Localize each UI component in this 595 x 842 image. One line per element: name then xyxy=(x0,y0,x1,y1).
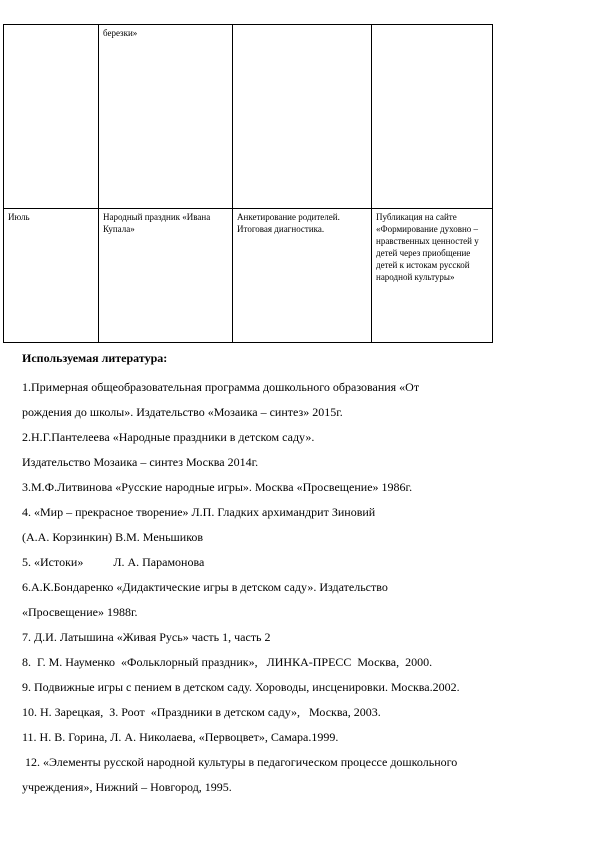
table-row xyxy=(4,25,493,209)
literature-line: 5. «Истоки» Л. А. Парамонова xyxy=(22,555,205,569)
table-row xyxy=(4,209,493,343)
table-cell-month: Июль xyxy=(4,209,99,343)
table-cell: березки» xyxy=(99,25,233,209)
literature-line: «Просвещение» 1988г. xyxy=(22,605,138,619)
literature-section xyxy=(22,348,542,795)
literature-line: (А.А. Корзинкин) В.М. Меньшиков xyxy=(22,530,204,544)
literature-line: 4. «Мир – прекрасное творение» Л.П. Гладких архимандрит Зиновий xyxy=(22,505,376,519)
literature-heading: Используемая литература: xyxy=(22,351,168,365)
table-cell xyxy=(233,25,372,209)
table-cell-parents: Анкетирование родителей. Итоговая диагностика. xyxy=(233,209,372,343)
literature-line: 3.М.Ф.Литвинова «Русские народные игры». Москва «Просвещение» 1986г. xyxy=(22,480,413,494)
table-cell xyxy=(4,25,99,209)
literature-line: учреждения», Нижний – Новгород, 1995. xyxy=(22,780,232,794)
literature-line: 12. «Элементы русской народной культуры в педагогическом процессе дошкольного xyxy=(22,755,458,769)
plan-table xyxy=(3,24,493,343)
literature-line: 8. Г. М. Науменко «Фольклорный праздник», ЛИНКА-ПРЕСС Москва, 2000. xyxy=(22,655,433,669)
literature-line: рождения до школы». Издательство «Мозаика – синтез» 2015г. xyxy=(22,405,343,419)
table-cell-event: Народный праздник «Ивана Купала» xyxy=(99,209,233,343)
literature-line: 11. Н. В. Горина, Л. А. Николаева, «Первоцвет», Самара.1999. xyxy=(22,730,339,744)
literature-line: 6.А.К.Бондаренко «Дидактические игры в детском саду». Издательство xyxy=(22,580,388,594)
literature-line: 2.Н.Г.Пантелеева «Народные праздники в детском саду». xyxy=(22,430,315,444)
table-cell-publication: Публикация на сайте «Формирование духовно – нравственных ценностей у детей через приобщение детей к истокам русской народной культуры» xyxy=(372,209,493,343)
literature-line: 9. Подвижные игры с пением в детском саду. Хороводы, инсценировки. Москва.2002. xyxy=(22,680,460,694)
literature-line: 7. Д.И. Латышина «Живая Русь» часть 1, часть 2 xyxy=(22,630,271,644)
literature-line: 10. Н. Зарецкая, З. Роот «Праздники в детском саду», Москва, 2003. xyxy=(22,705,381,719)
literature-line: Издательство Мозаика – синтез Москва 2014г. xyxy=(22,455,259,469)
literature-line: 1.Примерная общеобразовательная программа дошкольного образования «От xyxy=(22,380,420,394)
table-cell xyxy=(372,25,493,209)
